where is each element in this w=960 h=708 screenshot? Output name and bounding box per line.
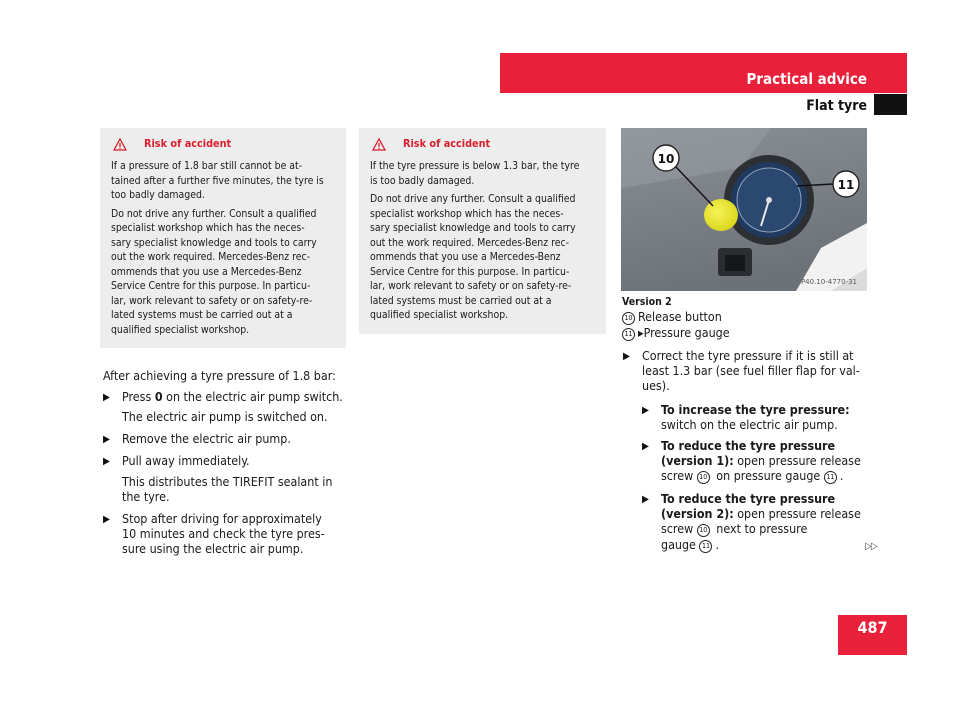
- arrow-bullet-icon: ▶: [642, 441, 649, 452]
- legend-item-11: [622, 325, 730, 341]
- substep-text: switch on the electric air pump.: [661, 417, 838, 432]
- legend-text: ▸Pressure gauge: [638, 325, 730, 340]
- legend-text: Release button: [638, 309, 722, 324]
- topic-marker: [874, 94, 907, 115]
- arrow-bullet-icon: ▶: [103, 456, 110, 467]
- arrow-bullet-icon: ▶: [103, 514, 110, 525]
- ref-number: 11: [622, 328, 635, 341]
- arrow-bullet-icon: ▶: [623, 351, 630, 362]
- step-text: Stop after driving for approximately 10 minutes and check the tyre pres- sure using the electric air pump.: [122, 511, 325, 556]
- warning-title: Risk of accident: [144, 136, 232, 150]
- warning-paragraph: If a pressure of 1.8 bar still cannot be at- tained after a further five minutes, the tyre is too badly damaged.: [111, 160, 324, 201]
- ref-number: 10: [697, 524, 710, 537]
- substep-text: open pressure release screw: [661, 506, 861, 536]
- step-remove-pump: [103, 431, 358, 446]
- step-pull-away: [103, 453, 358, 468]
- step-stop-check: [103, 511, 358, 556]
- figure-caption: Version 2: [622, 296, 672, 308]
- warning-box-middle: [359, 128, 606, 334]
- page-number: 487: [857, 618, 888, 637]
- substep-text: .: [715, 537, 720, 552]
- arrow-bullet-icon: ▶: [642, 494, 649, 505]
- substep-label: To reduce the tyre pressure (version 2):: [661, 491, 836, 521]
- warning-paragraph: Do not drive any further. Consult a qualified specialist workshop which has the neces- sary specialist knowledge and tools to carry out the work required. Mercedes-Benz rec- ommends that you use a Mercedes-Benz Service Centre for this purpose. In particu- lar, work relevant to safety or on safety-re- lated systems must be carried out at a qualified specialist workshop.: [111, 207, 317, 336]
- step-result: This distributes the TIREFIT sealant in the tyre.: [122, 474, 333, 504]
- intro-text: After achieving a tyre pressure of 1.8 bar:: [103, 368, 336, 383]
- substep-increase: [642, 402, 882, 432]
- section-title: Practical advice: [746, 70, 867, 88]
- warning-triangle-icon: [372, 138, 386, 151]
- pump-photo: [621, 128, 867, 291]
- pump-illustration: [621, 128, 867, 291]
- step-text: Press: [122, 389, 155, 404]
- warning-paragraph: If the tyre pressure is below 1.3 bar, the tyre is too badly damaged.: [370, 160, 580, 187]
- warning-box-left: [100, 128, 346, 348]
- warning-title: Risk of accident: [403, 136, 491, 150]
- substep-text: on pressure gauge: [712, 468, 824, 483]
- substep-text: next to pressure gauge: [661, 521, 808, 552]
- warning-heading: [372, 137, 596, 151]
- step-text: on the electric air pump switch.: [162, 389, 343, 404]
- substep-reduce-v1: [642, 438, 882, 484]
- substep-text: open pressure release screw: [661, 453, 861, 483]
- callout-11: 11: [837, 178, 855, 192]
- step-text: Pull away immediately.: [122, 453, 250, 468]
- switch-key: 0: [154, 389, 163, 404]
- warning-paragraph: Do not drive any further. Consult a qualified specialist workshop which has the neces- sary specialist knowledge and tools to carry out the work required. Mercedes-Benz rec- ommends that you use a Mercedes-Benz Service Centre for this purpose. In particu- lar, work relevant to safety or on safety-re- lated systems must be carried out at a qualified specialist workshop.: [370, 193, 576, 321]
- arrow-bullet-icon: ▶: [103, 434, 110, 445]
- continued-arrow-icon: ▷▷: [865, 541, 877, 552]
- warning-heading: [113, 137, 336, 151]
- substep-reduce-v2: [642, 491, 882, 553]
- substep-text: .: [839, 468, 844, 483]
- topic-title: Flat tyre: [806, 98, 867, 114]
- step-text: Remove the electric air pump.: [122, 431, 291, 446]
- substep-label: To reduce the tyre pressure (version 1):: [661, 438, 836, 468]
- arrow-bullet-icon: ▶: [642, 405, 649, 416]
- substep-label: To increase the tyre pressure:: [661, 402, 850, 417]
- step-correct-pressure: [623, 348, 873, 393]
- step-press-switch: [103, 389, 358, 404]
- ref-number: 11: [824, 471, 837, 484]
- step-text: Correct the tyre pressure if it is still at least 1.3 bar (see fuel filler flap for val- ues).: [642, 348, 860, 393]
- photo-code: P40.10-4770-31: [800, 278, 857, 286]
- legend-item-10: [622, 309, 722, 325]
- ref-number: 10: [622, 312, 635, 325]
- ref-number: 11: [699, 540, 712, 553]
- ref-number: 10: [697, 471, 710, 484]
- arrow-bullet-icon: ▶: [103, 392, 110, 403]
- warning-triangle-icon: [113, 138, 127, 151]
- step-result: The electric air pump is switched on.: [122, 409, 328, 424]
- callout-10: 10: [657, 152, 675, 166]
